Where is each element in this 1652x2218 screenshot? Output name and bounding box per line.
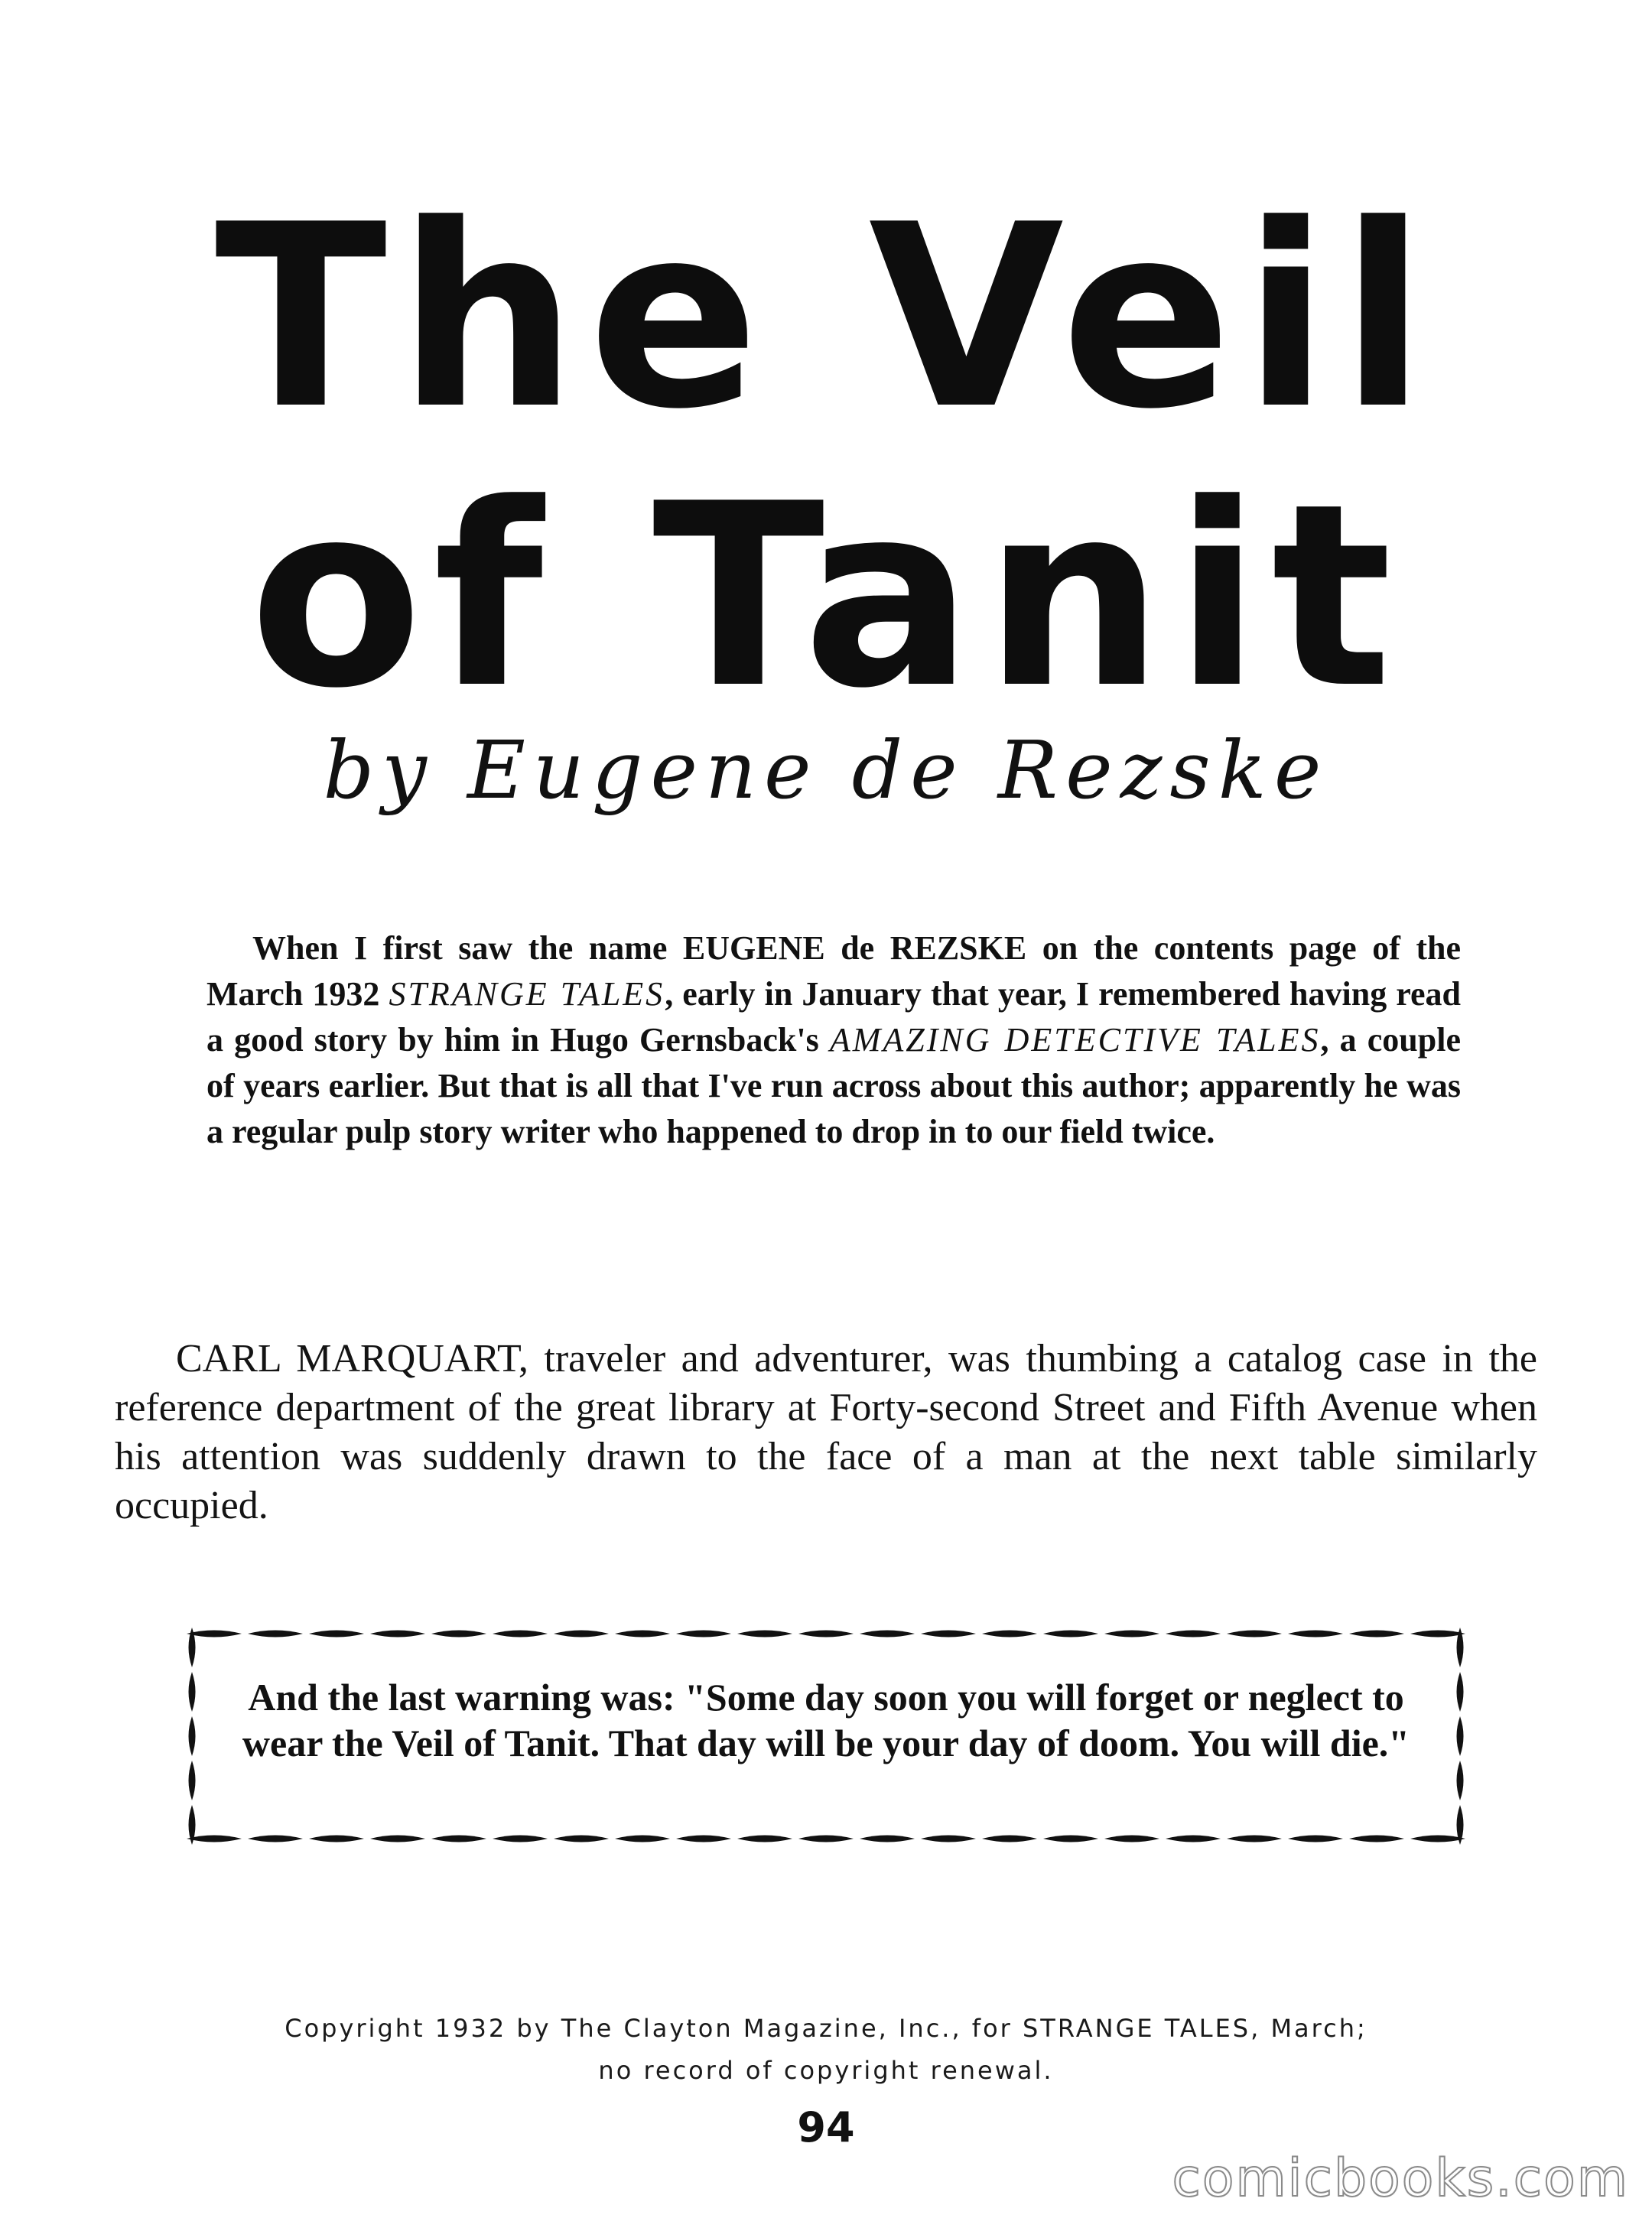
editor-introduction: [206, 925, 1461, 1155]
intro-magazine-strange-tales: STRANGE TALES: [389, 975, 665, 1013]
copyright-line-2: no record of copyright renewal.: [598, 2056, 1054, 2085]
intro-magazine-amazing-detective-tales: AMAZING DETECTIVE TALES: [829, 1021, 1321, 1059]
copyright-notice: [0, 2008, 1652, 2092]
intro-text-2: , early in January that year, I remembered having read a good story by him in Hugo Gernsback's: [206, 975, 1462, 1059]
story-title-line-2: of Tanit: [249, 450, 1403, 743]
page-number: 94: [797, 2103, 855, 2151]
decorative-border-top: [184, 1625, 1468, 1642]
decorative-border-left: [184, 1625, 200, 1847]
pull-quote-text: And the last warning was: "Some day soon you will forget or neglect to wear the Veil of Tanit. That day will be your day of doom. You will die.": [242, 1676, 1410, 1764]
decorative-border-bottom: [184, 1830, 1468, 1847]
story-title-line-1: The Veil: [214, 171, 1438, 464]
intro-text-3: , a couple of years earlier. But that is all that I've run across about this author; apparently he was a regular pulp story writer who happened to drop in to our field twice.: [206, 1021, 1461, 1150]
decorative-border-right: [1452, 1625, 1468, 1847]
site-watermark: comicbooks.com: [1172, 2148, 1629, 2209]
author-byline: by Eugene de Rezske: [323, 724, 1329, 817]
story-opening-paragraph: CARL MARQUART, traveler and adventurer, was thumbing a catalog case in the reference department of the great library at Forty-second Street and Fifth Avenue when his attention was suddenly drawn to the face of a man at the next table similarly occupied.: [115, 1337, 1537, 1527]
pull-quote-box: [184, 1625, 1468, 1847]
intro-text-1: When I first saw the name EUGENE de REZSKE on the contents page of the March 1932: [206, 929, 1461, 1013]
copyright-line-1: Copyright 1932 by The Clayton Magazine, Inc., for STRANGE TALES, March;: [285, 2014, 1367, 2043]
